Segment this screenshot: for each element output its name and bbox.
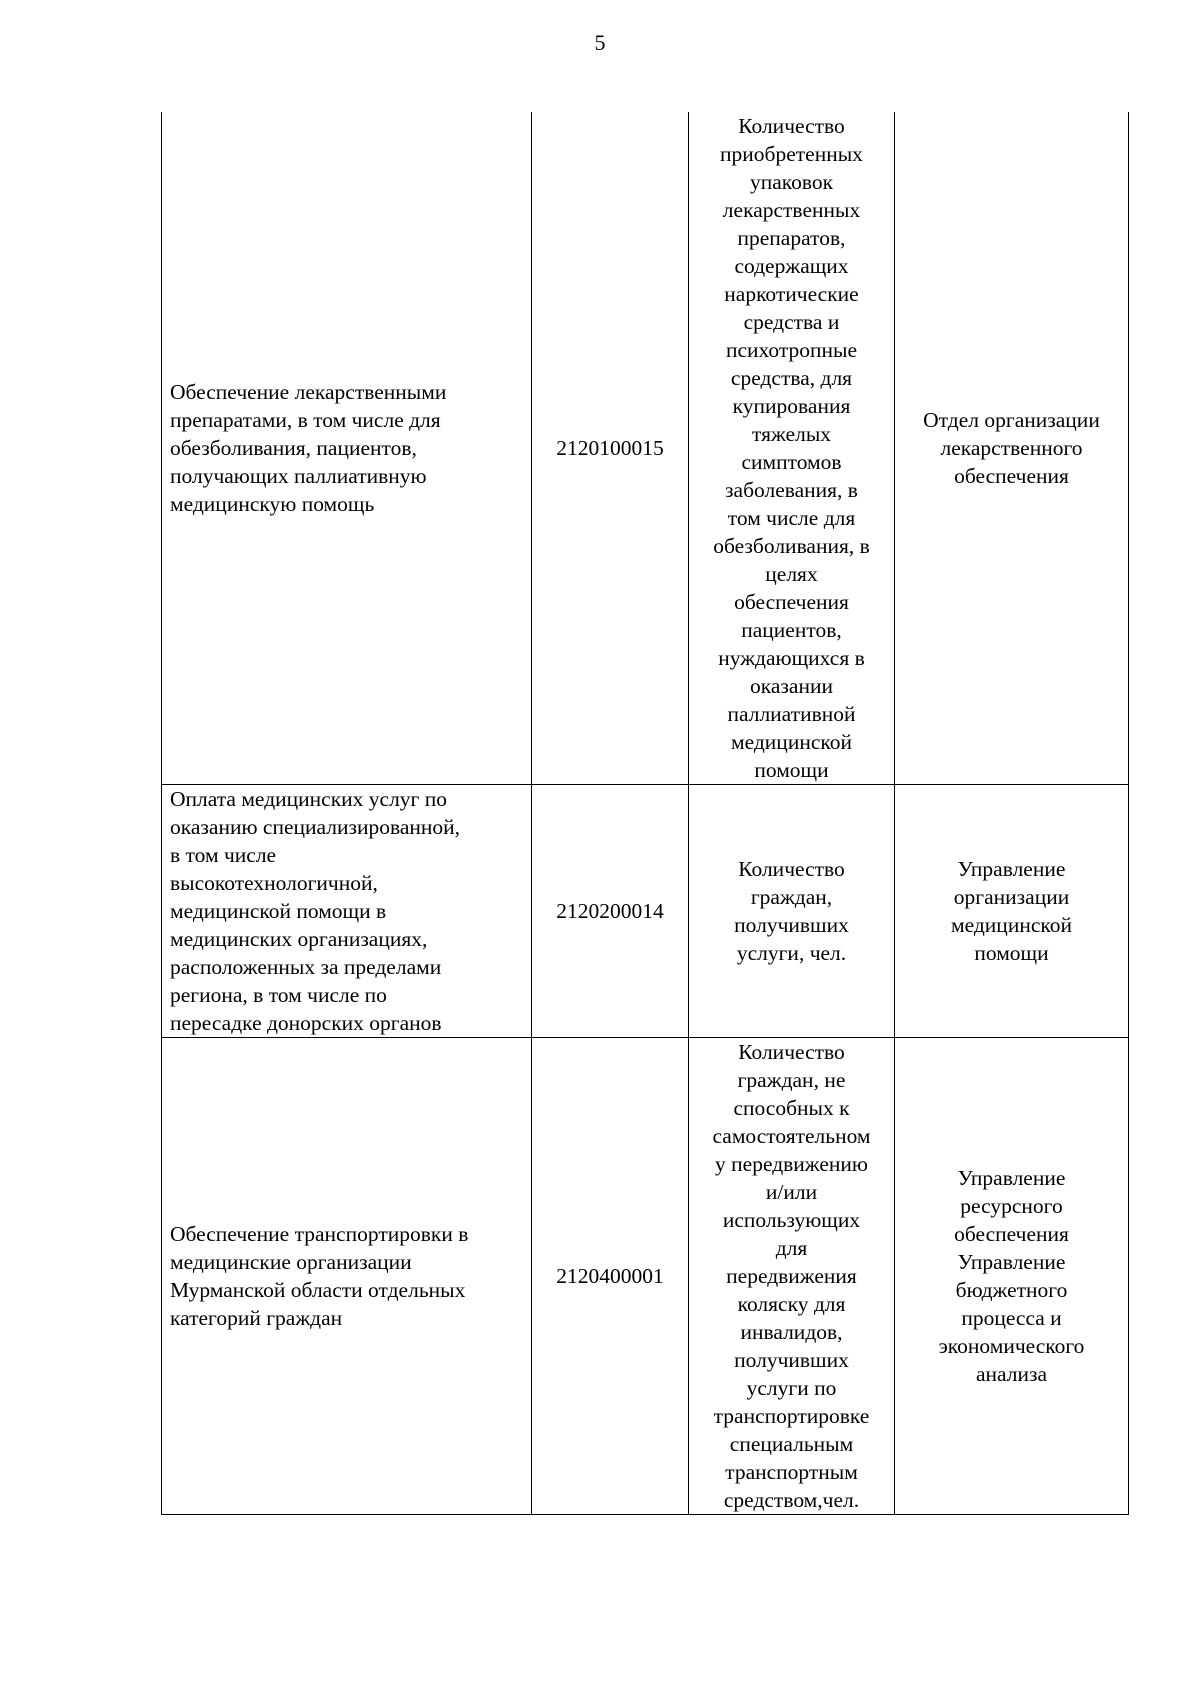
text-line: оказанию специализированной, (170, 815, 461, 839)
text-line: Обеспечение транспортировки в (170, 1222, 469, 1246)
text-line: бюджетного (955, 1278, 1068, 1302)
text-line: паллиативной (727, 702, 856, 726)
text-line: в том числе (170, 843, 277, 867)
text-line: препаратов, (737, 226, 846, 250)
text-line: оказании (750, 674, 833, 698)
department-cell (895, 1038, 1129, 1515)
text-line: психотропные (725, 338, 858, 362)
text-line: медицинской (731, 730, 852, 754)
program-table (161, 112, 1129, 1515)
activity-code-cell (532, 112, 689, 785)
text-line: коляску для (737, 1292, 846, 1316)
text-line: расположенных за пределами (170, 955, 442, 979)
text-line: у передвижению (715, 1152, 868, 1176)
activity-code-cell (532, 785, 689, 1038)
indicator-cell (689, 785, 895, 1038)
text-line: медицинскую помощь (170, 492, 375, 516)
text-line: и/или (765, 1180, 818, 1204)
text-line: целях (765, 562, 818, 586)
text-line: специальным (729, 1432, 854, 1456)
department-text (903, 406, 1120, 490)
text-line: получающих паллиативную (170, 464, 427, 488)
text-line: лекарственных (722, 198, 861, 222)
text-line: граждан, не (737, 1068, 846, 1092)
activity-code: 2120100015 (556, 436, 664, 460)
text-line: средства, для (730, 366, 853, 390)
indicator-cell (689, 1038, 895, 1515)
text-line: способных к (733, 1096, 850, 1120)
text-line: медицинской (951, 913, 1072, 937)
text-line: лекарственного (940, 436, 1083, 460)
text-line: содержащих (734, 254, 849, 278)
text-line: упаковок (749, 170, 834, 194)
text-line: пересадке донорских органов (170, 1011, 442, 1035)
indicator-text (697, 112, 886, 784)
activity-code: 2120400001 (556, 1264, 664, 1288)
text-line: получивших (734, 1348, 849, 1372)
text-line: для (775, 1236, 808, 1260)
text-line: том числе для (727, 506, 856, 530)
text-line: симптомов (741, 450, 842, 474)
text-line: наркотические (724, 282, 859, 306)
text-line: медицинской помощи в (170, 899, 387, 923)
text-line: региона, в том числе по (170, 983, 387, 1007)
indicator-text (697, 1038, 886, 1514)
text-line: транспортным (725, 1460, 858, 1484)
text-line: Отдел организации (923, 408, 1100, 432)
page-number: 5 (594, 30, 606, 55)
text-line: обеспечения (954, 464, 1069, 488)
activity-name (170, 378, 523, 518)
text-line: анализа (975, 1362, 1048, 1386)
table-row (162, 1038, 1129, 1515)
text-line: граждан, (750, 885, 833, 909)
text-line: обеспечения (734, 590, 849, 614)
text-line: Мурманской области отдельных (170, 1278, 466, 1302)
text-line: приобретенных (720, 142, 863, 166)
text-line: передвижения (726, 1264, 857, 1288)
text-line: препаратами, в том числе для (170, 408, 441, 432)
text-line: процесса и (961, 1306, 1062, 1330)
department-text (903, 1164, 1120, 1388)
indicator-text (697, 855, 886, 967)
text-line: категорий граждан (170, 1306, 343, 1330)
text-line: нуждающихся в (718, 646, 865, 670)
department-cell (895, 785, 1129, 1038)
text-line: Количество (738, 857, 845, 881)
indicator-cell (689, 112, 895, 785)
activity-name-cell (162, 785, 532, 1038)
text-line: обезболивания, в (713, 534, 870, 558)
text-line: использующих (722, 1208, 861, 1232)
text-line: инвалидов, (740, 1320, 843, 1344)
text-line: помощи (974, 941, 1049, 965)
activity-name-cell (162, 112, 532, 785)
text-line: средства и (743, 310, 840, 334)
activity-name-cell (162, 1038, 532, 1515)
text-line: заболевания, в (725, 478, 858, 502)
text-line: медицинские организации (170, 1250, 412, 1274)
text-line: средством,чел. (723, 1488, 860, 1512)
text-line: Оплата медицинских услуг по (170, 787, 447, 811)
text-line: услуги по (746, 1376, 837, 1400)
text-line: Управление (957, 1166, 1066, 1190)
text-line: пациентов, (741, 618, 842, 642)
table-row (162, 112, 1129, 785)
text-line: медицинских организациях, (170, 927, 428, 951)
text-line: экономического (938, 1334, 1085, 1358)
text-line: Обеспечение лекарственными (170, 380, 447, 404)
text-line: высокотехнологичной, (170, 871, 378, 895)
text-line: обеспечения (954, 1222, 1069, 1246)
text-line: Количество (738, 114, 845, 138)
activity-name (170, 1220, 523, 1332)
text-line: транспортировке (713, 1404, 870, 1428)
text-line: обезболивания, пациентов, (170, 436, 417, 460)
text-line: Управление (957, 857, 1066, 881)
text-line: купирования (732, 394, 851, 418)
text-line: самостоятельном (712, 1124, 871, 1148)
activity-code: 2120200014 (556, 899, 664, 923)
text-line: ресурсного (960, 1194, 1063, 1218)
activity-code-cell (532, 1038, 689, 1515)
text-line: тяжелых (751, 422, 832, 446)
text-line: услуги, чел. (736, 941, 847, 965)
text-line: получивших (734, 913, 849, 937)
activity-name (170, 785, 523, 1037)
department-text (903, 855, 1120, 967)
text-line: организации (953, 885, 1070, 909)
table-row (162, 785, 1129, 1038)
text-line: помощи (754, 758, 829, 782)
text-line: Количество (738, 1040, 845, 1064)
text-line: Управление (957, 1250, 1066, 1274)
department-cell (895, 112, 1129, 785)
